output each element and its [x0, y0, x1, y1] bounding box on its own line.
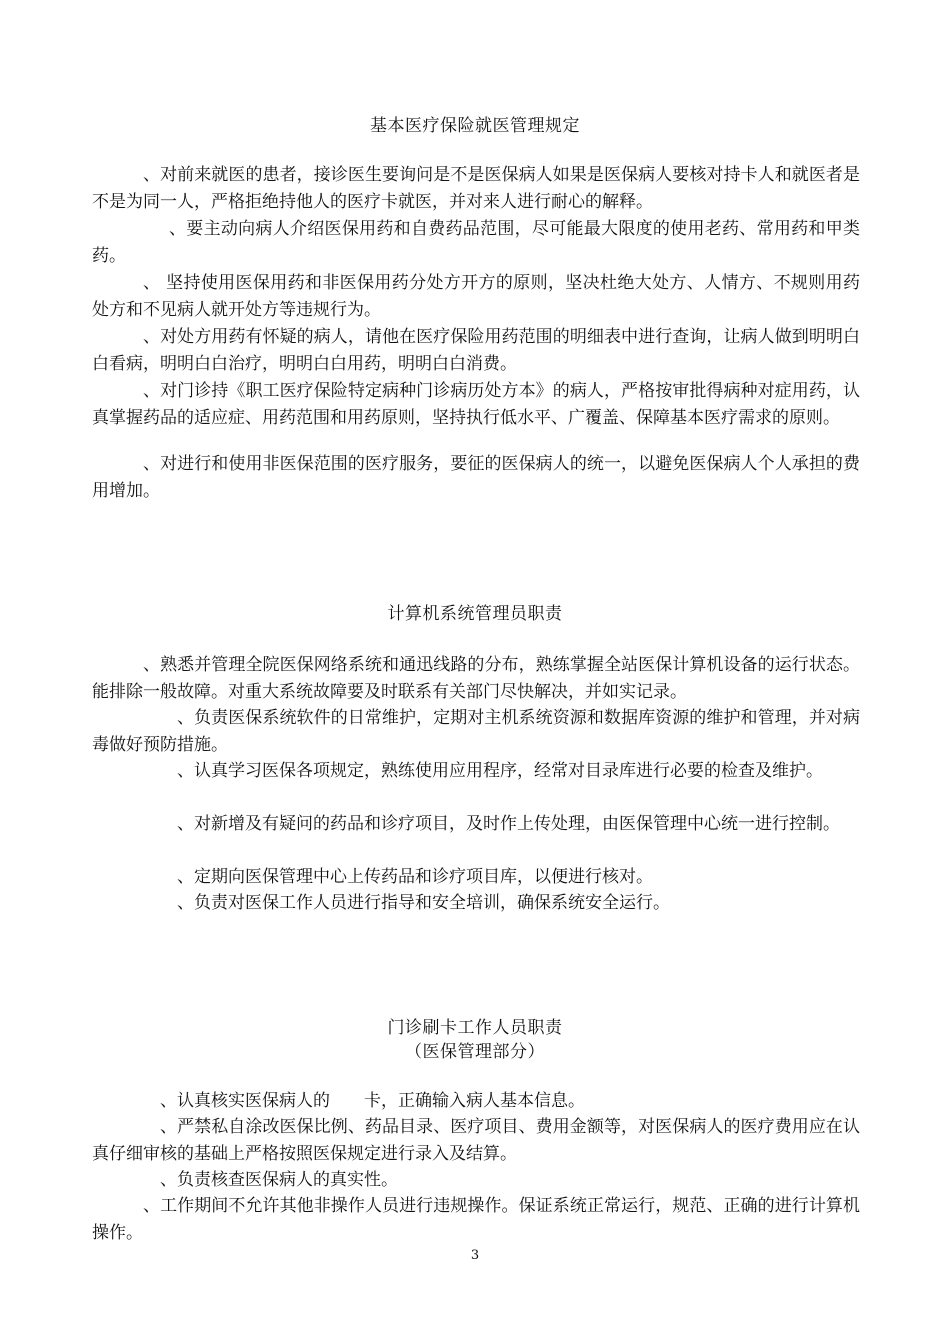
section2-paragraph-6: 、负责对医保工作人员进行指导和安全培训，确保系统安全运行。 [177, 893, 670, 913]
section1-paragraph-2: 、要主动向病人介绍医保用药和自费药品范围，尽可能最大限度的使用老药、常用药和甲类药。 [92, 219, 860, 266]
section2-paragraph-5: 、定期向医保管理中心上传药品和诊疗项目库，以便进行核对。 [177, 867, 653, 887]
section3-paragraph-3: 、负责核查医保病人的真实性。 [160, 1170, 398, 1190]
section1-paragraph-4: 、对处方用药有怀疑的病人，请他在医疗保险用药范围的明细表中进行查询，让病人做到明明白白看病，明明白白治疗，明明白白用药，明明白白消费。 [92, 327, 860, 374]
section3-paragraph-2: 、严禁私自涂改医保比例、药品目录、医疗项目、费用金额等，对医保病人的医疗费用应在认真仔细审核的基础上严格按照医保规定进行录入及结算。 [92, 1117, 860, 1164]
section1-paragraph-5: 、对门诊持《职工医疗保险特定病种门诊病历处方本》的病人，严格按审批得病种对症用药，认真掌握药品的适应症、用药范围和用药原则，坚持执行低水平、广覆盖、保障基本医疗需求的原则。 [92, 381, 860, 428]
section3-paragraph-4: 、工作期间不允许其他非操作人员进行违规操作。保证系统正常运行，规范、正确的进行计算机操作。 [92, 1196, 860, 1243]
section3-title: 门诊刷卡工作人员职责 [387, 1018, 563, 1038]
section2-paragraph-4: 、对新增及有疑问的药品和诊疗项目，及时作上传处理，由医保管理中心统一进行控制。 [177, 814, 840, 834]
page-number: 3 [470, 1248, 480, 1263]
section2-title: 计算机系统管理员职责 [387, 604, 563, 624]
section2-paragraph-2: 、负责医保系统软件的日常维护，定期对主机系统资源和数据库资源的维护和管理，并对病毒做好预防措施。 [92, 708, 860, 755]
section3-subtitle: （医保管理部分） [405, 1042, 545, 1062]
section1-paragraph-6: 、对进行和使用非医保范围的医疗服务，要征的医保病人的统一，以避免医保病人个人承担的费用增加。 [92, 454, 860, 501]
section1-paragraph-1: 、对前来就医的患者，接诊医生要询问是不是医保病人如果是医保病人要核对持卡人和就医者是不是为同一人，严格拒绝持他人的医疗卡就医，并对来人进行耐心的解释。 [92, 165, 860, 212]
section1-paragraph-3: 、 坚持使用医保用药和非医保用药分处方开方的原则，坚决杜绝大处方、人情方、不规则用药处方和不见病人就开处方等违规行为。 [92, 273, 860, 320]
section2-paragraph-3: 、认真学习医保各项规定，熟练使用应用程序，经常对目录库进行必要的检查及维护。 [177, 761, 823, 781]
section2-paragraph-1: 、熟悉并管理全院医保网络系统和通迅线路的分布，熟练掌握全站医保计算机设备的运行状态。能排除一般故障。对重大系统故障要及时联系有关部门尽快解决，并如实记录。 [92, 655, 860, 702]
section3-paragraph-1: 、认真核实医保病人的 卡，正确输入病人基本信息。 [160, 1091, 585, 1111]
section1-title: 基本医疗保险就医管理规定 [370, 116, 580, 136]
